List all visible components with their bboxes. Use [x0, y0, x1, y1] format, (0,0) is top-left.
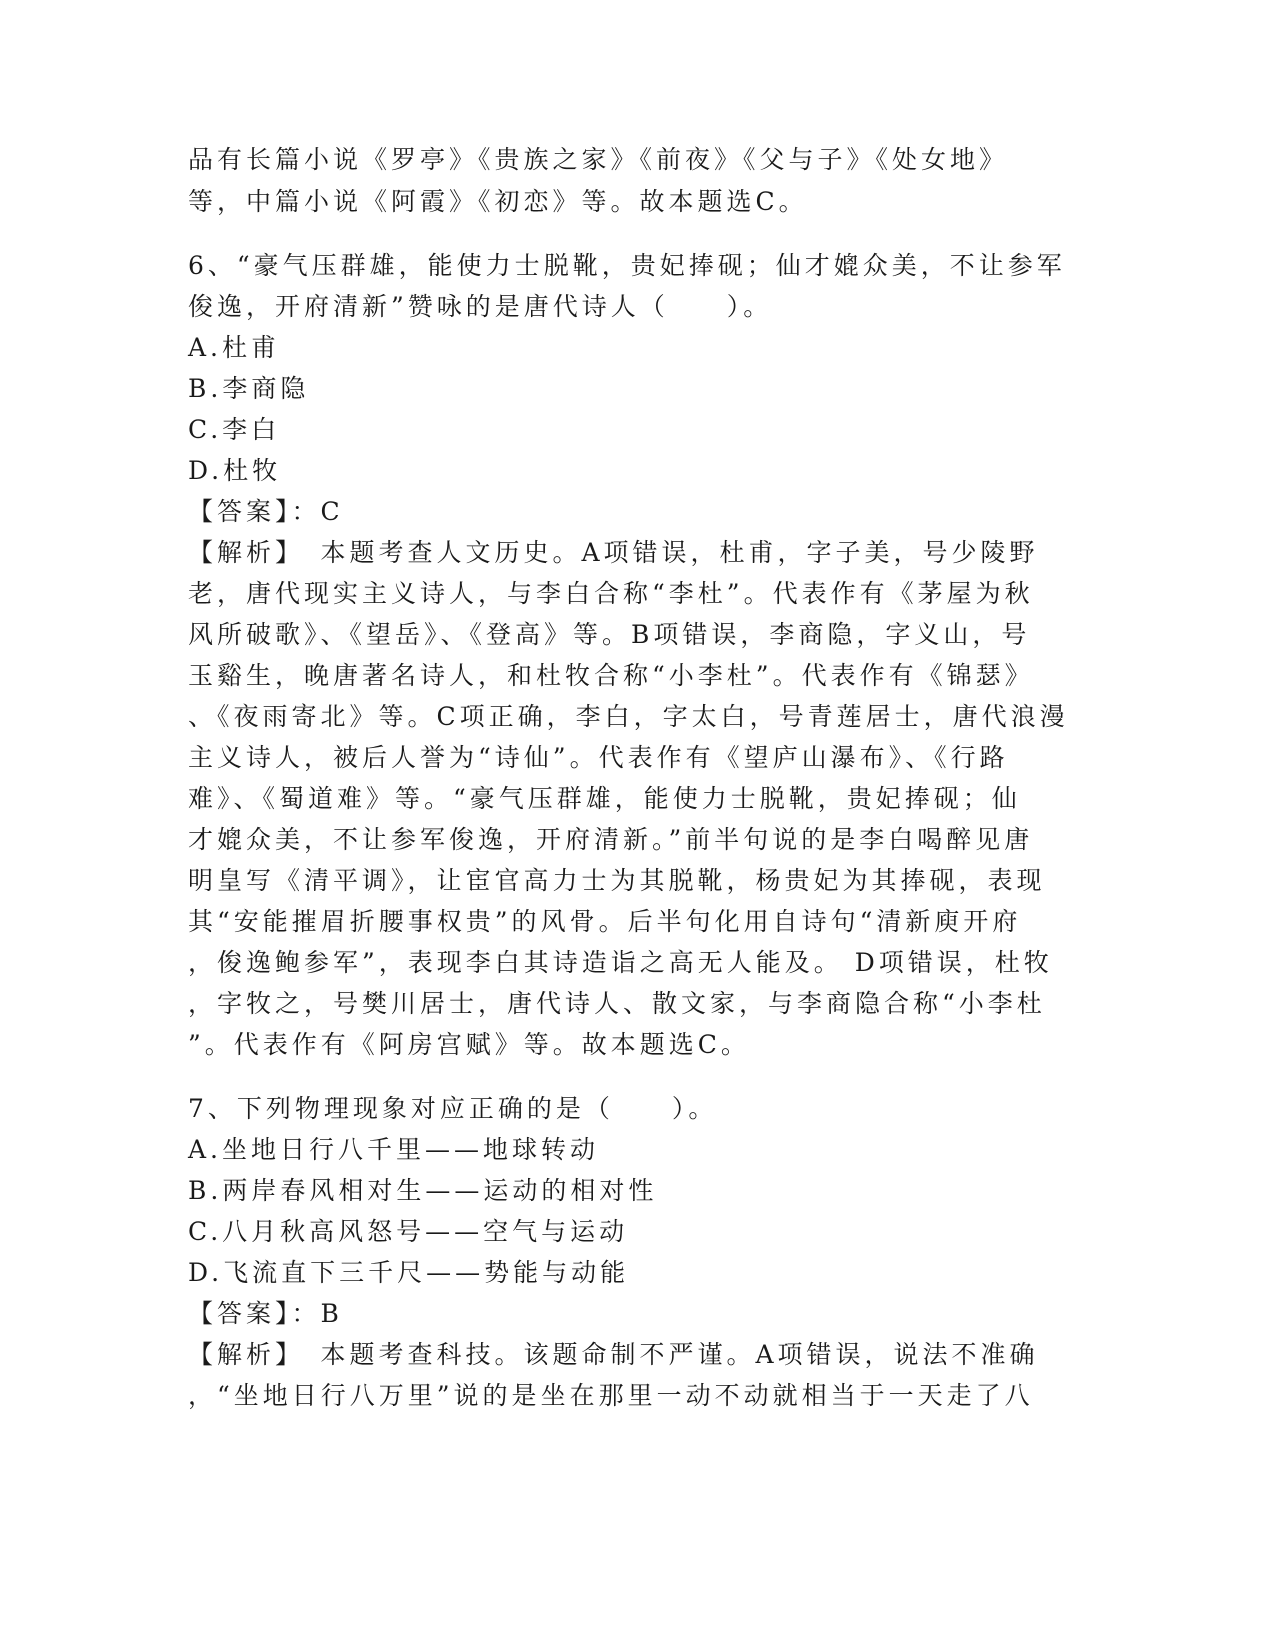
q6-analysis-line: 难》、《蜀道难》等。“豪气压群雄，能使力士脱靴，贵妃捧砚；仙 — [188, 784, 1021, 813]
q6-option-a: A.杜甫 — [188, 333, 281, 362]
q6-analysis-line: ”。代表作有《阿房宫赋》等。故本题选C。 — [188, 1030, 750, 1059]
q6-stem-line: 6、“豪气压群雄，能使力士脱靴，贵妃捧砚；仙才媲众美，不让参军 — [188, 251, 1066, 280]
q7-stem-line: 7、下列物理现象对应正确的是（ ）。 — [188, 1094, 718, 1123]
intro-line: 等，中篇小说《阿霞》《初恋》等。故本题选C。 — [188, 187, 808, 216]
q6-analysis-line: 主义诗人，被后人誉为“诗仙”。代表作有《望庐山瀑布》、《行路 — [188, 743, 1009, 772]
q6-analysis-line: 老，唐代现实主义诗人，与李白合称“李杜”。代表作有《茅屋为秋 — [188, 579, 1034, 608]
q6-analysis-line: 才媲众美，不让参军俊逸，开府清新。”前半句说的是李白喝醉见唐 — [188, 825, 1034, 854]
q6-analysis-line: 其“安能摧眉折腰事权贵”的风骨。后半句化用自诗句“清新庾开府 — [188, 907, 1022, 936]
q6-analysis-line: 风所破歌》、《望岳》、《登高》等。B项错误，李商隐，字义山，号 — [188, 620, 1031, 649]
q6-stem-line: 俊逸，开府清新”赞咏的是唐代诗人（ ）。 — [188, 292, 773, 321]
q7-answer: 【答案】：B — [188, 1299, 343, 1328]
q6-analysis-line: 玉谿生，晚唐著名诗人，和杜牧合称“小李杜”。代表作有《锦瑟》 — [188, 661, 1034, 690]
q6-option-b: B.李商隐 — [188, 374, 310, 403]
q6-analysis-line: 明皇写《清平调》，让宦官高力士为其脱靴，杨贵妃为其捧砚，表现 — [188, 866, 1046, 895]
q7-analysis-line: ，“坐地日行八万里”说的是坐在那里一动不动就相当于一天走了八 — [188, 1381, 1034, 1410]
q6-option-d: D.杜牧 — [188, 456, 282, 485]
q7-option-c: C.八月秋高风怒号——空气与运动 — [188, 1217, 629, 1246]
q6-analysis-line: ，字牧之，号樊川居士，唐代诗人、散文家，与李商隐合称“小李杜 — [188, 989, 1046, 1018]
q6-answer: 【答案】：C — [188, 497, 344, 526]
q6-analysis-line: 【解析】 本题考查人文历史。A项错误，杜甫，字子美，号少陵野 — [188, 538, 1039, 567]
intro-line: 品有长篇小说《罗亭》《贵族之家》《前夜》《父与子》《处女地》 — [188, 145, 1009, 174]
q7-analysis-line: 【解析】 本题考查科技。该题命制不严谨。A项错误，说法不准确 — [188, 1340, 1039, 1369]
q6-option-c: C.李白 — [188, 415, 281, 444]
q6-analysis-line: ，俊逸鲍参军”，表现李白其诗造诣之高无人能及。 D项错误，杜牧 — [188, 948, 1053, 977]
q7-option-a: A.坐地日行八千里——地球转动 — [188, 1135, 600, 1164]
q6-analysis-line: 、《夜雨寄北》等。C项正确，李白，字太白，号青莲居士，唐代浪漫 — [188, 702, 1069, 731]
q7-option-d: D.飞流直下三千尺——势能与动能 — [188, 1258, 630, 1287]
q7-option-b: B.两岸春风相对生——运动的相对性 — [188, 1176, 658, 1205]
